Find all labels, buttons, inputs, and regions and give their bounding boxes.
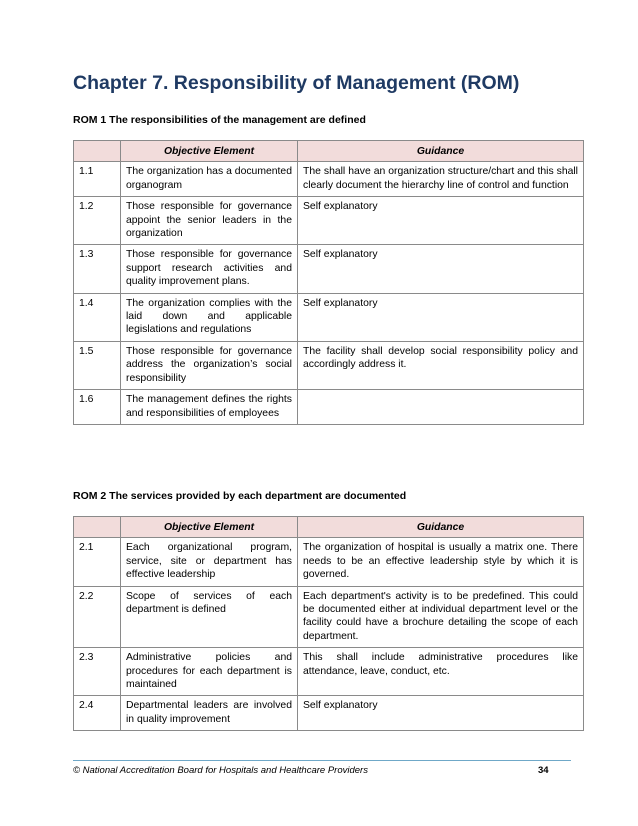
page-number: 34 [538,765,549,776]
table-row [74,197,584,245]
objective-cell: Those responsible for governance support research activities and quality improvement plans. [121,245,298,293]
header-number [74,141,121,162]
objective-cell: Those responsible for governance address the organization’s social responsibility [121,341,298,389]
table-header-row [74,141,584,162]
guidance-cell: The shall have an organization structure/chart and this shall clearly document the hierarchy line of control and function [298,162,584,197]
row-number: 2.4 [74,696,121,731]
table-row [74,245,584,293]
header-objective-element: Objective Element [121,517,298,538]
guidance-cell [298,390,584,425]
header-number [74,517,121,538]
row-number: 2.3 [74,648,121,696]
row-number: 1.5 [74,341,121,389]
table-row [74,390,584,425]
rom2-heading: ROM 2 The services provided by each department are documented [73,490,407,502]
header-objective-element: Objective Element [121,141,298,162]
objective-cell: Scope of services of each department is defined [121,586,298,648]
row-number: 1.4 [74,293,121,341]
chapter-title: Chapter 7. Responsibility of Management (ROM) [73,72,520,94]
rom1-heading: ROM 1 The responsibilities of the management are defined [73,114,366,126]
guidance-cell: The facility shall develop social responsibility policy and accordingly address it. [298,341,584,389]
guidance-cell: Self explanatory [298,293,584,341]
row-number: 2.1 [74,538,121,586]
guidance-cell: Self explanatory [298,696,584,731]
footer-copyright: © National Accreditation Board for Hospitals and Healthcare Providers [73,765,368,776]
table-row [74,293,584,341]
table-row [74,696,584,731]
table-header-row [74,517,584,538]
objective-cell: The organization has a documented organogram [121,162,298,197]
rom2-table [73,516,584,731]
table-row [74,648,584,696]
row-number: 1.3 [74,245,121,293]
guidance-cell: Each department's activity is to be predefined. This could be documented either at individual department level or the facility could have a brochure detailing the scope of each department. [298,586,584,648]
row-number: 1.6 [74,390,121,425]
objective-cell: Those responsible for governance appoint the senior leaders in the organization [121,197,298,245]
objective-cell: The management defines the rights and responsibilities of employees [121,390,298,425]
guidance-cell: This shall include administrative procedures like attendance, leave, conduct, etc. [298,648,584,696]
objective-cell: Departmental leaders are involved in quality improvement [121,696,298,731]
guidance-cell: Self explanatory [298,197,584,245]
header-guidance: Guidance [298,517,584,538]
header-guidance: Guidance [298,141,584,162]
table-row [74,586,584,648]
rom1-table [73,140,584,425]
table-row [74,538,584,586]
objective-cell: Each organizational program, service, site or department has effective leadership [121,538,298,586]
guidance-cell: Self explanatory [298,245,584,293]
guidance-cell: The organization of hospital is usually a matrix one. There needs to be an effective leadership style by which it is governed. [298,538,584,586]
row-number: 1.1 [74,162,121,197]
row-number: 2.2 [74,586,121,648]
objective-cell: The organization complies with the laid down and applicable legislations and regulations [121,293,298,341]
objective-cell: Administrative policies and procedures for each department is maintained [121,648,298,696]
table-row [74,341,584,389]
table-row [74,162,584,197]
footer-divider [73,760,571,761]
row-number: 1.2 [74,197,121,245]
